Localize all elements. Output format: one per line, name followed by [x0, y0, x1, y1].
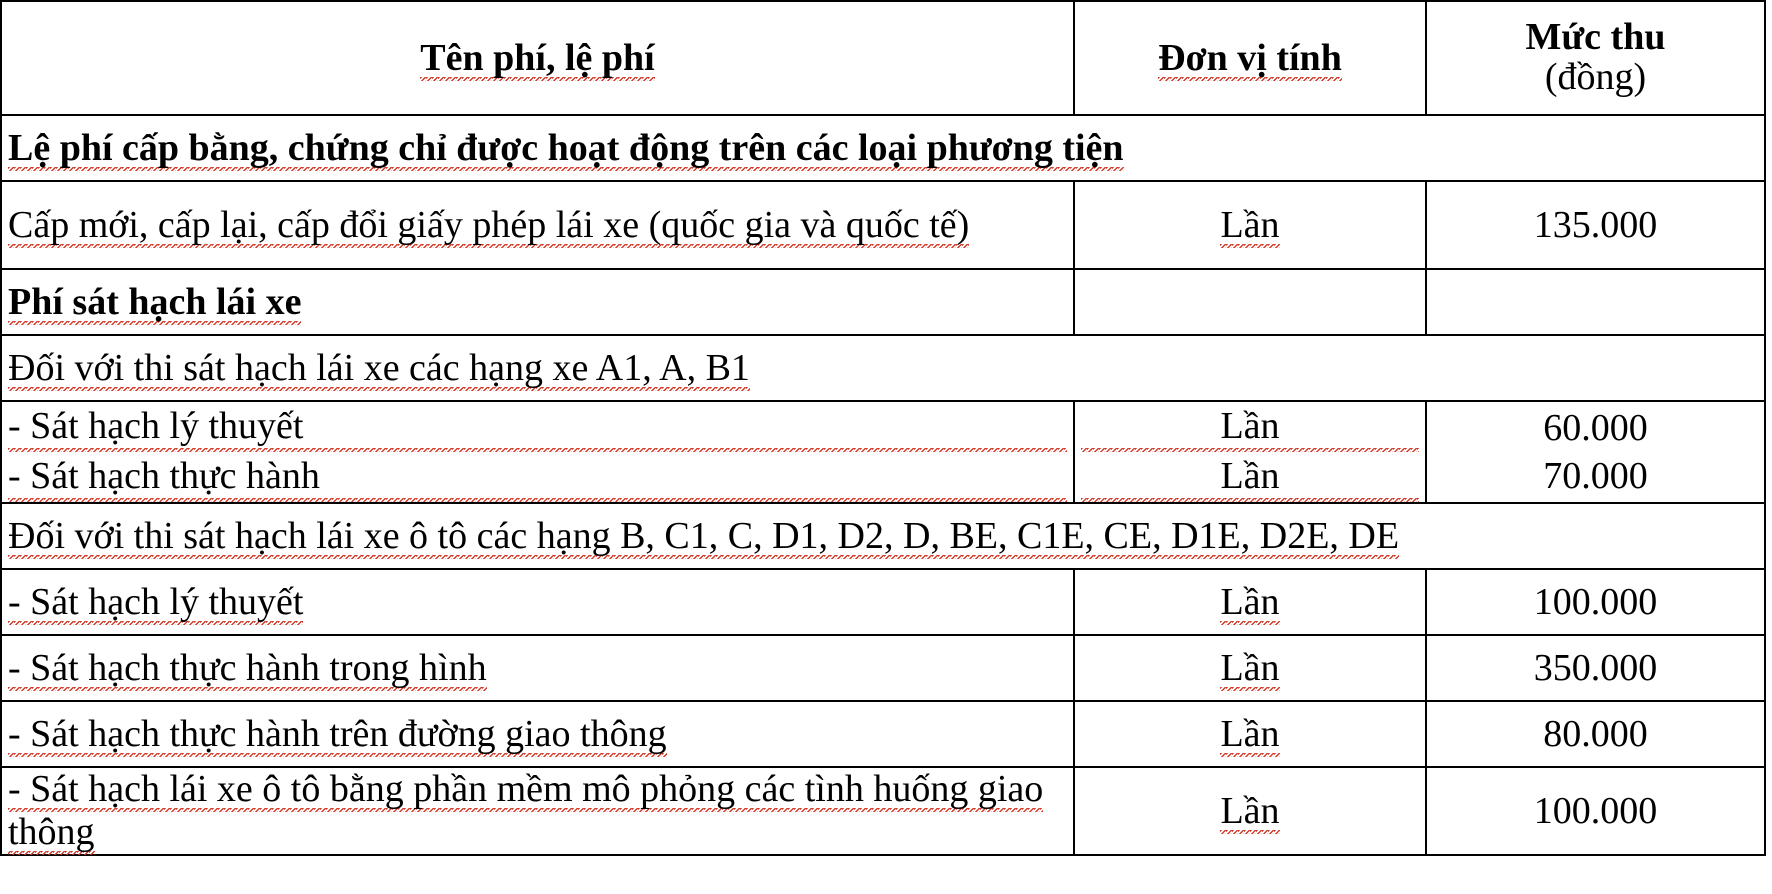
- table-row: [1, 181, 1765, 269]
- subheading-text: Đối với thi sát hạch lái xe các hạng xe A1, A, B1: [8, 346, 750, 389]
- table-row: [1, 569, 1765, 635]
- fee-name-cell: [1, 401, 1074, 503]
- fee-unit-cell: [1074, 635, 1426, 701]
- fee-amount-cell: 135.000: [1426, 181, 1765, 269]
- fee-unit-text-line1: Lần: [1081, 402, 1419, 452]
- section-heading-text: Phí sát hạch lái xe: [8, 280, 302, 323]
- fee-amount-text-line2: 70.000: [1543, 455, 1648, 497]
- fee-amount-cell: 100.000: [1426, 569, 1765, 635]
- fee-unit-cell: [1074, 767, 1426, 855]
- column-header-name-text: Tên phí, lệ phí: [420, 36, 655, 79]
- table-row: [1, 503, 1765, 569]
- fee-name-cell: [1, 181, 1074, 269]
- subheading-cell: [1, 335, 1765, 401]
- fee-name-text: Cấp mới, cấp lại, cấp đổi giấy phép lái xe (quốc gia và quốc tế): [8, 203, 970, 246]
- column-header-amount-line1: Mức thu: [1525, 16, 1666, 59]
- column-header-name: [1, 1, 1074, 115]
- table-header-row: [1, 1, 1765, 115]
- fee-amount-cell: 80.000: [1426, 701, 1765, 767]
- section-heading-text: Lệ phí cấp bằng, chứng chỉ được hoạt động trên các loại phương tiện: [8, 126, 1124, 169]
- fee-unit-cell: [1074, 569, 1426, 635]
- fee-unit-text-line2: Lần: [1081, 452, 1419, 502]
- fee-unit-text: Lần: [1220, 712, 1280, 755]
- subheading-text: Đối với thi sát hạch lái xe ô tô các hạng B, C1, C, D1, D2, D, BE, C1E, CE, D1E, D2E, DE: [8, 514, 1400, 557]
- fee-unit-text: Lần: [1220, 646, 1280, 689]
- fee-amount-cell: [1426, 269, 1765, 335]
- fee-unit-cell: [1074, 269, 1426, 335]
- table-row: [1, 767, 1765, 855]
- fee-name-cell: [1, 635, 1074, 701]
- column-header-unit: [1074, 1, 1426, 115]
- fee-name-text: - Sát hạch thực hành trong hình: [8, 646, 487, 689]
- fee-name-cell: [1, 701, 1074, 767]
- fee-amount-cell: 100.000: [1426, 767, 1765, 855]
- column-header-amount-line2: (đồng): [1544, 56, 1647, 98]
- table-row: [1, 269, 1765, 335]
- table-row: [1, 401, 1765, 503]
- fee-unit-cell: [1074, 401, 1426, 503]
- fee-name-text: - Sát hạch lý thuyết: [8, 580, 304, 623]
- fee-amount-cell: [1426, 401, 1765, 503]
- table-row: [1, 335, 1765, 401]
- fee-unit-text: Lần: [1220, 789, 1280, 832]
- section-heading-cell: [1, 115, 1765, 181]
- subheading-cell: [1, 503, 1765, 569]
- fee-unit-text: Lần: [1220, 580, 1280, 623]
- fee-name-text-line2: - Sát hạch thực hành: [8, 452, 1067, 502]
- fee-name-cell: [1, 767, 1074, 855]
- table-row: [1, 115, 1765, 181]
- column-header-amount: [1426, 1, 1765, 115]
- fee-name-cell: [1, 569, 1074, 635]
- table-row: [1, 635, 1765, 701]
- section-heading-cell: [1, 269, 1074, 335]
- fee-amount-text-line1: 60.000: [1543, 407, 1648, 449]
- fee-amount-cell: 350.000: [1426, 635, 1765, 701]
- fee-name-text-line1: - Sát hạch lý thuyết: [8, 402, 1067, 452]
- fee-unit-cell: [1074, 701, 1426, 767]
- fee-name-text: - Sát hạch lái xe ô tô bằng phần mềm mô phỏng các tình huống giao thông: [8, 768, 1044, 853]
- fee-unit-text: Lần: [1220, 203, 1280, 246]
- fee-unit-cell: [1074, 181, 1426, 269]
- column-header-unit-text: Đơn vị tính: [1158, 36, 1342, 79]
- fee-name-text: - Sát hạch thực hành trên đường giao thông: [8, 712, 667, 755]
- table-row: [1, 701, 1765, 767]
